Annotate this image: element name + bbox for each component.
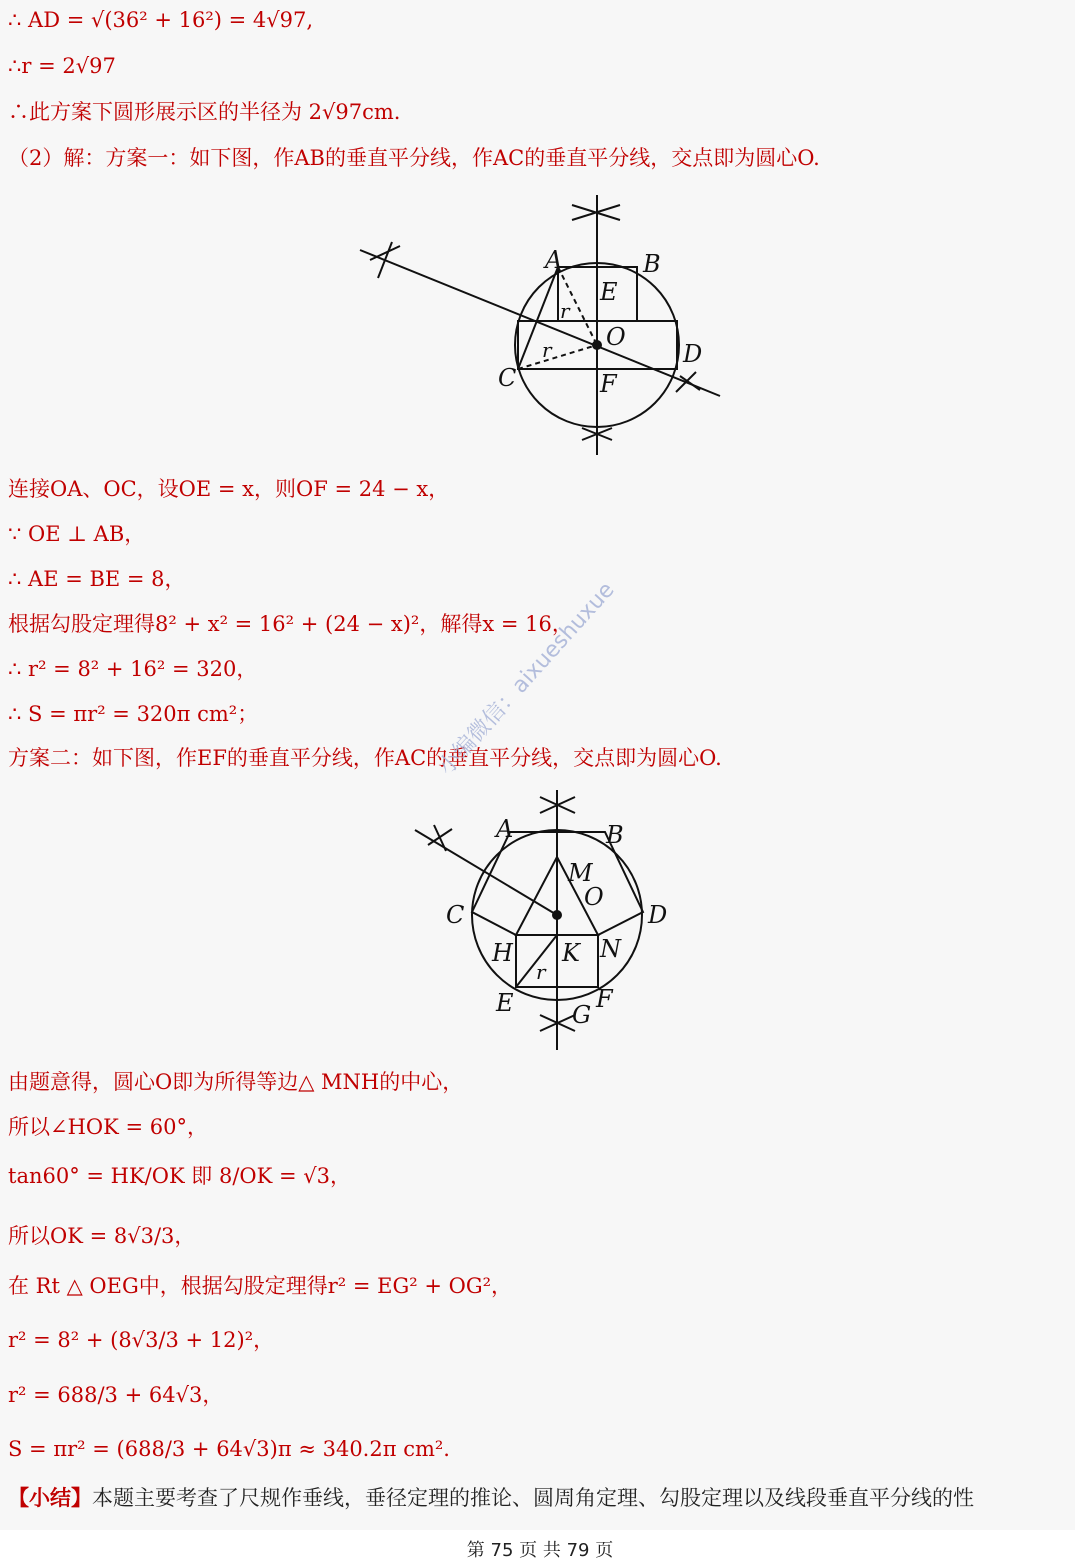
- line-center: 由题意得，圆心O即为所得等边△ MNH的中心，: [8, 1070, 464, 1094]
- label-C: C: [446, 901, 465, 929]
- label-C: C: [498, 364, 517, 392]
- label-r-lower: r: [542, 338, 552, 362]
- watermark: 小编微信：aixueshuxue: [433, 577, 620, 781]
- line-ad: ∴ AD = √(36² + 16²) = 4√97,: [8, 8, 314, 32]
- line-r2-expand: r² = 8² + (8√3/3 + 12)²，: [8, 1328, 275, 1352]
- line-radius-conclusion: ∴此方案下圆形展示区的半径为 2√97cm.: [8, 100, 401, 124]
- line-rt-triangle: 在 Rt △ OEG中，根据勾股定理得r² = EG² + OG²，: [8, 1274, 513, 1298]
- figure-plan-one: [350, 190, 730, 460]
- line-plan2: 方案二：如下图，作EF的垂直平分线，作AC的垂直平分线，交点即为圆心O.: [8, 746, 722, 770]
- line-area-2: S = πr² = (688/3 + 64√3)π ≈ 340.2π cm².: [8, 1437, 450, 1461]
- label-B: B: [606, 821, 624, 849]
- label-K: K: [562, 939, 580, 967]
- label-O: O: [606, 323, 626, 351]
- center-point: [552, 910, 562, 920]
- summary: [8, 1482, 974, 1512]
- line-tan60: tan60° = HK/OK 即 8/OK = √3，: [8, 1164, 352, 1188]
- center-point: [592, 340, 602, 350]
- perpendicular-bisector-ac: [360, 250, 720, 396]
- label-F: F: [596, 985, 613, 1013]
- label-H: H: [492, 939, 513, 967]
- label-N: N: [600, 935, 621, 963]
- label-M: M: [568, 859, 593, 887]
- label-A: A: [545, 246, 563, 274]
- label-O: O: [584, 883, 604, 911]
- figure-plan-two: [400, 785, 690, 1055]
- line-ok: 所以OK = 8√3/3，: [8, 1224, 196, 1248]
- line-perpendicular: ∵ OE ⊥ AB，: [8, 522, 146, 546]
- label-E: E: [600, 278, 618, 306]
- label-D: D: [648, 901, 668, 929]
- line-area-1: ∴ S = πr² = 320π cm²；: [8, 702, 259, 726]
- label-G: G: [572, 1001, 592, 1029]
- line-pythagoras: 根据勾股定理得8² + x² = 16² + (24 − x)²，解得x = 16，: [8, 612, 573, 636]
- summary-tag: 【小结】: [8, 1485, 92, 1510]
- line-part2-plan1: （2）解：方案一：如下图，作AB的垂直平分线，作AC的垂直平分线，交点即为圆心O.: [8, 146, 820, 170]
- page-footer: 第 75 页 共 79 页: [466, 1540, 614, 1561]
- line-ae-be: ∴ AE = BE = 8，: [8, 567, 186, 591]
- line-angle: 所以∠HOK = 60°，: [8, 1115, 208, 1139]
- summary-text: 本题主要考查了尺规作垂线，垂径定理的推论、圆周角定理、勾股定理以及线段垂直平分线的性: [92, 1486, 974, 1510]
- label-r-upper: r: [560, 299, 570, 323]
- label-B: B: [643, 250, 661, 278]
- label-D: D: [683, 340, 703, 368]
- label-E: E: [496, 989, 514, 1017]
- line-connect: 连接OA、OC，设OE = x，则OF = 24 − x，: [8, 477, 450, 501]
- label-F: F: [600, 370, 617, 398]
- label-A: A: [496, 815, 514, 843]
- line-r: ∴r = 2√97: [8, 54, 116, 78]
- label-r: r: [536, 960, 546, 984]
- line-r2-result: r² = 688/3 + 64√3，: [8, 1383, 224, 1407]
- line-r-squared: ∴ r² = 8² + 16² = 320，: [8, 657, 258, 681]
- perpendicular-bisector-ac: [415, 830, 557, 915]
